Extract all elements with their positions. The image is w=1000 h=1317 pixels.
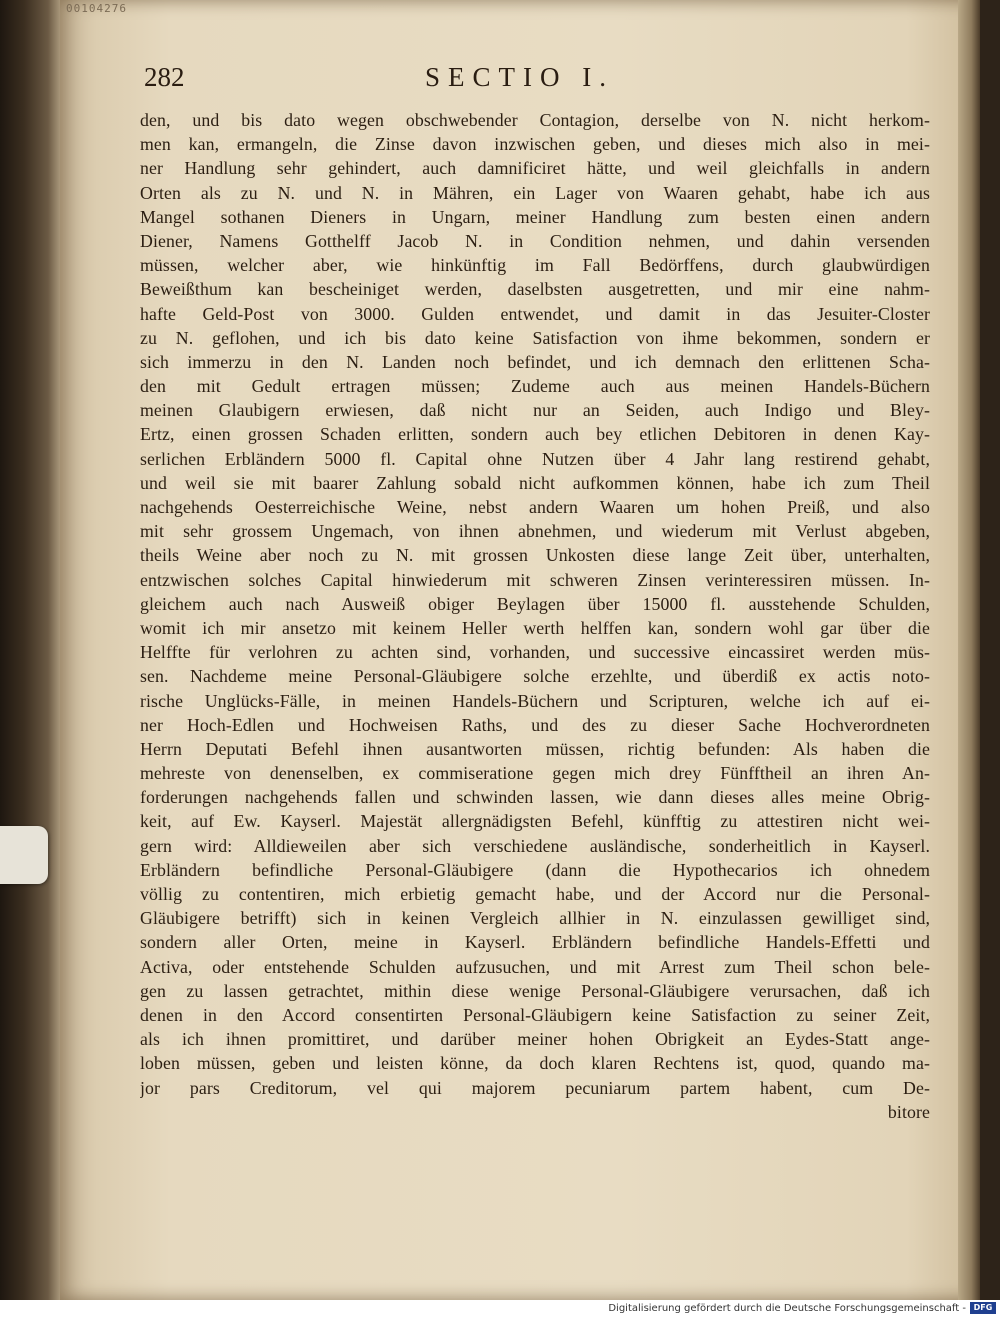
text-line: Activa, oder entstehende Schulden aufzusuchen, und mit Arrest zum Theil schon bele- bbox=[140, 956, 930, 977]
text-line: zu N. geflohen, und ich bis dato keine Satisfaction von ihme bekommen, sondern er bbox=[140, 327, 930, 348]
running-head: SECTIO I. bbox=[425, 62, 614, 92]
text-line: sondern aller Orten, meine in Kayserl. Erbländern befindliche Handels-Effetti und bbox=[140, 932, 930, 953]
text-line: Mangel sothanen Dieners in Ungarn, meiner Handlung zum besten einen andern bbox=[140, 206, 930, 227]
text-line: keit, auf Ew. Kayserl. Majestät allergnädigsten Befehl, künfftig zu attestiren nicht wei- bbox=[140, 811, 930, 832]
scan-stamp: 00104276 bbox=[66, 2, 127, 15]
text-line: denen in den Accord consentirten Personal-Gläubigern keine Satisfaction zu seiner Zeit, bbox=[140, 1004, 930, 1025]
text-line: sich immerzu in den N. Landen noch befindet, und ich demnach den erlittenen Scha- bbox=[140, 351, 930, 372]
text-line: nachgehends Oesterreichische Weine, nebst andern Waaren um hohen Preiß, und also bbox=[140, 497, 930, 517]
text-line: den mit Gedult ertragen müssen; Zudeme auch aus meinen Handels-Büchern bbox=[140, 376, 930, 397]
dfg-logo-icon: DFG bbox=[970, 1302, 996, 1314]
text-line: gern wird: Alldieweilen aber sich verschiedene ausländische, sonderheitlich in Kayserl. bbox=[140, 835, 930, 856]
text-line: Erbländern befindliche Personal-Gläubigere (dann die Hypothecarios ich ohnedem bbox=[140, 859, 930, 880]
body-text bbox=[140, 108, 930, 1124]
text-line: Orten als zu N. und N. in Mähren, ein Lager von Waaren gehabt, habe ich aus bbox=[140, 182, 930, 203]
text-line: womit ich mir ansetzo mit keinem Heller werth helffen kan, sondern wohl gar über die bbox=[140, 617, 930, 638]
text-line: meinen Glaubigern erwiesen, daß nicht nur an Seiden, auch Indigo und Bley- bbox=[140, 400, 930, 421]
text-line: Herrn Deputati Befehl ihnen ausantworten müssen, richtig befunden: Als haben die bbox=[140, 738, 930, 759]
text-line: Diener, Namens Gotthelff Jacob N. in Condition nehmen, und dahin versenden bbox=[140, 230, 930, 251]
text-line: hafte Geld-Post von 3000. Gulden entwendet, und damit in das Jesuiter-Closter bbox=[140, 303, 930, 324]
text-line: Beweißthum kan bescheiniget werden, daselbsten ausgetretten, und mir eine nahm- bbox=[140, 279, 930, 300]
text-line: theils Weine aber noch zu N. mit grossen Unkosten diese lange Zeit über, unterhalten, bbox=[140, 545, 930, 566]
text-line: gleichem auch nach Ausweiß obiger Beylagen über 15000 fl. ausstehende Schulden, bbox=[140, 593, 930, 614]
text-line: loben müssen, geben und leisten könne, da doch klaren Rechtens ist, quod, quando ma- bbox=[140, 1053, 930, 1074]
text-line: serlichen Erbländern 5000 fl. Capital ohne Nutzen über 4 Jahr lang restirend gehabt, bbox=[140, 448, 930, 469]
text-line: gen zu lassen getrachtet, mithin diese wenige Personal-Gläubigere verursachen, daß ich bbox=[140, 980, 930, 1001]
page-edge bbox=[958, 0, 980, 1300]
text-line: völlig zu contentiren, mich erbietig gemacht habe, und der Accord nur die Personal- bbox=[140, 884, 930, 904]
bookmark-tab bbox=[0, 826, 48, 884]
text-line: als ich ihnen promittiret, und darüber meiner hohen Obrigkeit an Eydes-Statt ange- bbox=[140, 1029, 930, 1050]
text-line: jor pars Creditorum, vel qui majorem pecuniarum partem habent, cum De- bbox=[140, 1077, 930, 1098]
page-number: 282 bbox=[144, 62, 185, 92]
page-header bbox=[140, 60, 930, 100]
text-line: Gläubigere betrifft) sich in keinen Vergleich allhier in N. einzulassen gewilliget sind, bbox=[140, 908, 930, 929]
text-line: sen. Nachdeme meine Personal-Gläubigere solche erzehlte, und überdiß ex actis noto- bbox=[140, 666, 930, 687]
text-line: Ertz, einen grossen Schaden erlitten, sondern auch bey etlichen Debitoren in denen Kay- bbox=[140, 424, 930, 445]
text-line: bitore bbox=[887, 1101, 930, 1122]
text-line: und weil sie mit baarer Zahlung sobald nicht aufkommen können, habe ich zum Theil bbox=[140, 472, 930, 493]
text-line: forderungen nachgehends fallen und schwinden lassen, wie dann dieses alles meine Obrig- bbox=[140, 787, 930, 808]
text-line: mit sehr grossem Ungemach, von ihnen abnehmen, und wiederum mit Verlust abgeben, bbox=[140, 521, 930, 542]
text-line: müssen, welcher aber, wie hinkünftig im Fall Bedörffens, durch glaubwürdigen bbox=[140, 255, 930, 276]
text-line: entzwischen solches Capital hinwiederum mit schweren Zinsen verinteressiren müssen. In- bbox=[140, 569, 930, 590]
text-line: mehreste von denenselben, ex commiseratione gegen mich drey Fünfftheil an ihren An- bbox=[140, 763, 930, 784]
footer-credit: Digitalisierung gefördert durch die Deutsche Forschungsgemeinschaft - bbox=[608, 1303, 966, 1314]
book-spine bbox=[0, 0, 60, 1300]
text-line: den, und bis dato wegen obschwebender Contagion, derselbe von N. nicht herkom- bbox=[140, 110, 930, 130]
text-line: Helffte für verlohren zu achten sind, vorhanden, und successive eincassiret werden müs- bbox=[140, 642, 930, 663]
text-line: ner Hoch-Edlen und Hochweisen Raths, und des zu dieser Sache Hochverordneten bbox=[140, 714, 930, 735]
text-line: rische Unglücks-Fälle, in meinen Handels-Büchern und Scripturen, welche ich auf ei- bbox=[140, 690, 930, 711]
text-line: men kan, ermangeln, die Zinse davon inzwischen geben, und dieses mich also in mei- bbox=[140, 134, 930, 155]
text-line: ner Handlung sehr gehindert, auch damnificiret hätte, und weil gleichfalls in andern bbox=[140, 158, 930, 179]
